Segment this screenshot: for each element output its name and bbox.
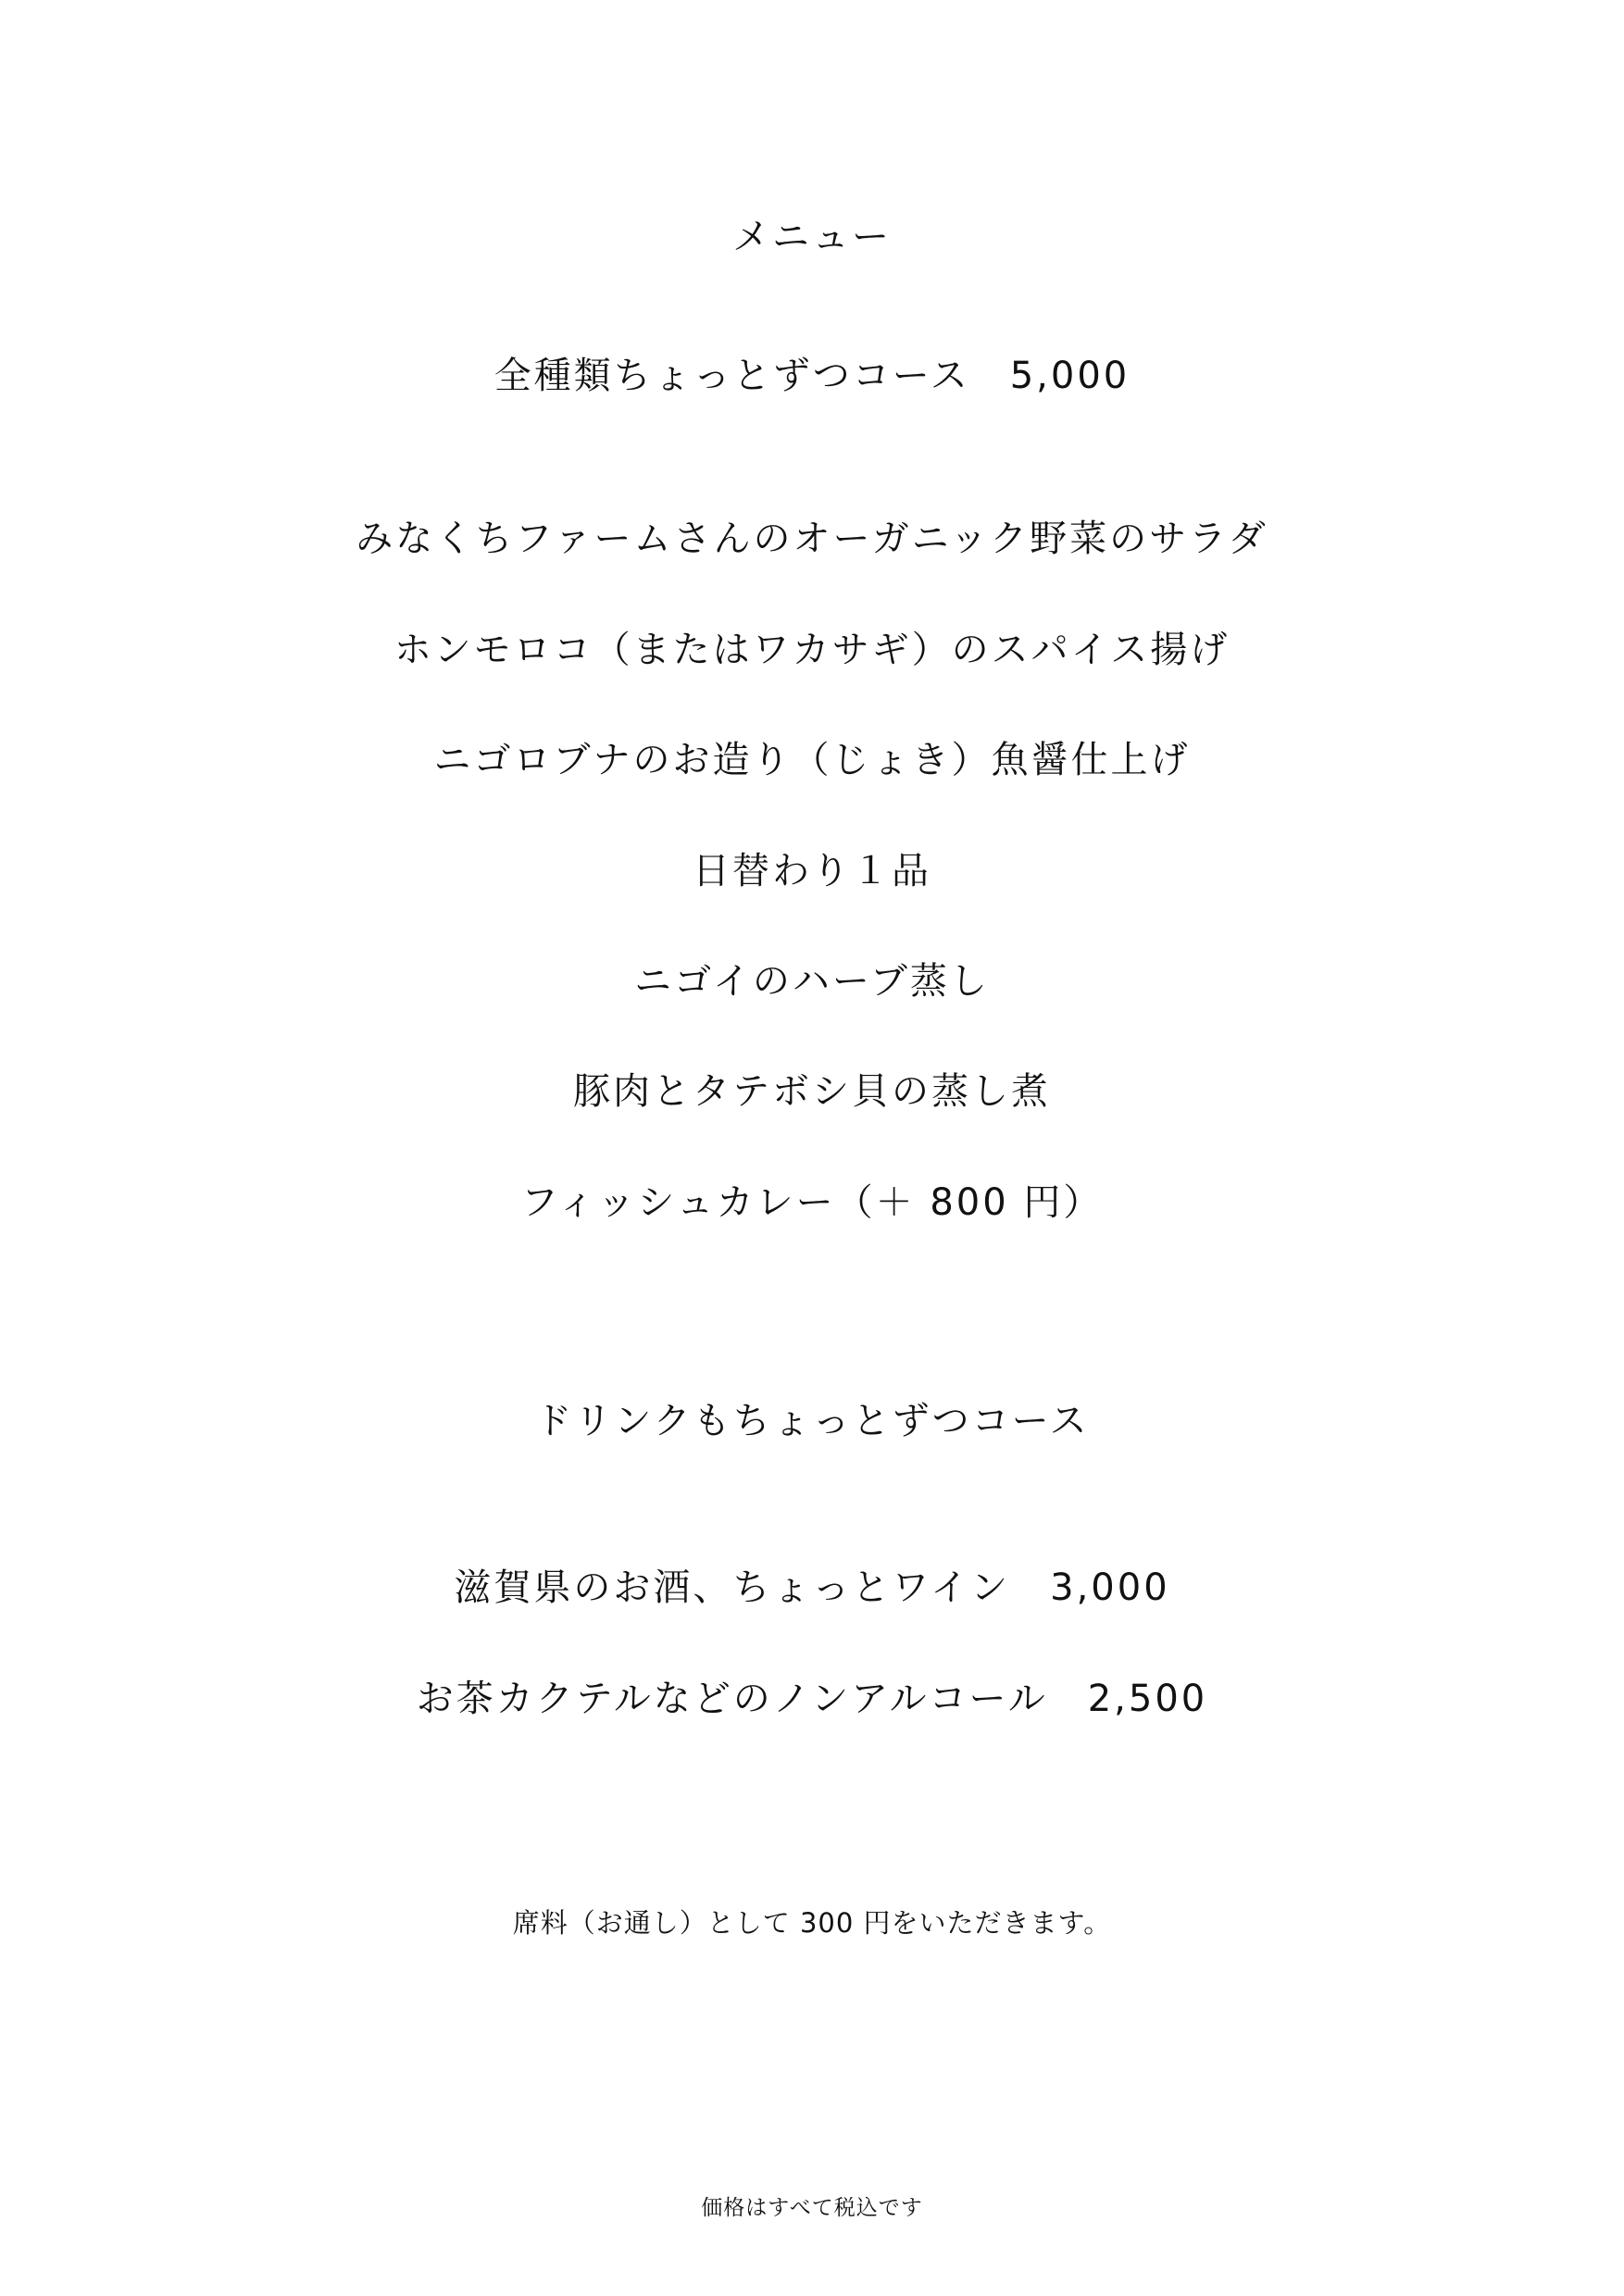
menu-item: ホンモロコ（またはワカサギ）のスパイス揚げ xyxy=(394,629,1230,671)
menu-item: みなくちファームさんのオーガニック野菜のサラダ xyxy=(356,518,1268,560)
tax-note: 価格はすべて税込です xyxy=(701,2196,923,2220)
seat-charge-note: 席料（お通し）として 300 円をいただきます。 xyxy=(512,1907,1112,1939)
menu-item: ニゴロブナのお造り（じょき）魚醤仕上げ xyxy=(433,739,1191,781)
menu-item: 豚肉とタテボシ貝の蒸し煮 xyxy=(573,1070,1051,1113)
menu-item: ニゴイのハーブ蒸し xyxy=(634,960,990,1003)
drink-course-title: ドリンクもちょっとずつコース xyxy=(534,1400,1090,1442)
drink-item: 滋賀県のお酒、ちょっとワイン 3,000 xyxy=(454,1566,1170,1609)
menu-item: 日替わり１品 xyxy=(693,850,931,892)
course-name-price: 全種類ちょっとずつコース 5,000 xyxy=(493,355,1131,397)
menu-title: メニュー xyxy=(732,216,892,258)
menu-item: フィッシュカレー（＋ 800 円） xyxy=(520,1181,1104,1224)
drink-item: お茶カクテルなどのノンアルコール 2,500 xyxy=(416,1678,1208,1720)
